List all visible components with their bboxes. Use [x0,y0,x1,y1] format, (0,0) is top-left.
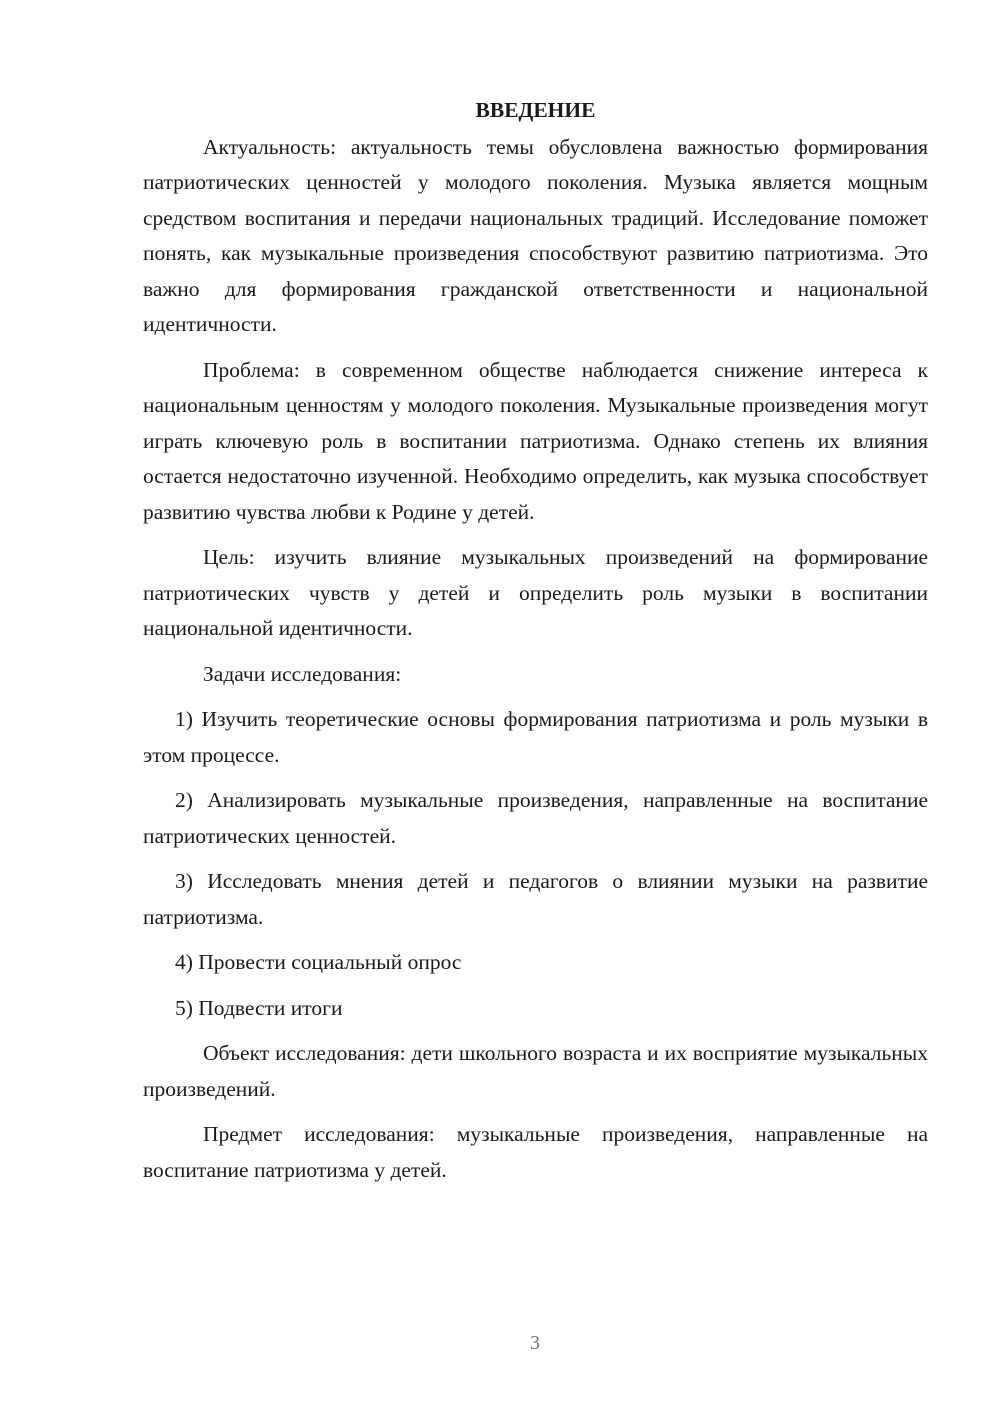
relevance-paragraph: Актуальность: актуальность темы обусловлена важностью формирования патриотических ценностей у молодого поколения. Музыка является мощным средством воспитания и передачи национальных традиций. Исследование поможет понять, как музыкальные произведения способствуют развитию патриотизма. Это важно для формирования гражданской ответственности и национальной идентичности. [143,134,928,336]
task-item: 4) Провести социальный опрос [175,950,462,974]
page-number: 3 [530,1332,540,1354]
document-page [143,93,928,1198]
tasks-heading: Задачи исследования: [203,661,402,686]
page-title: ВВЕДЕНИЕ [475,98,596,122]
goal-paragraph: Цель: изучить влияние музыкальных произведений на формирование патриотических чувств у детей и определить роль музыки в воспитании национальной идентичности. [143,545,928,640]
object-paragraph: Объект исследования: дети школьного возраста и их восприятие музыкальных произведений. [143,1041,928,1101]
problem-paragraph: Проблема: в современном обществе наблюдается снижение интереса к национальным ценностям у молодого поколения. Музыкальные произведения могут играть ключевую роль в воспитании патриотизма. Однако степень их влияния остается недостаточно изученной. Необходимо определить, как музыка способствует развитию чувства любви к Родине у детей. [143,357,928,524]
task-item: 2) Анализировать музыкальные произведения, направленные на воспитание патриотических ценностей. [143,788,928,848]
task-item: 5) Подвести итоги [175,995,343,1020]
task-item: 3) Исследовать мнения детей и педагогов о влиянии музыки на развитие патриотизма. [143,869,928,929]
task-item: 1) Изучить теоретические основы формирования патриотизма и роль музыки в этом процессе. [143,707,928,767]
subject-paragraph: Предмет исследования: музыкальные произведения, направленные на воспитание патриотизма у детей. [143,1122,928,1182]
